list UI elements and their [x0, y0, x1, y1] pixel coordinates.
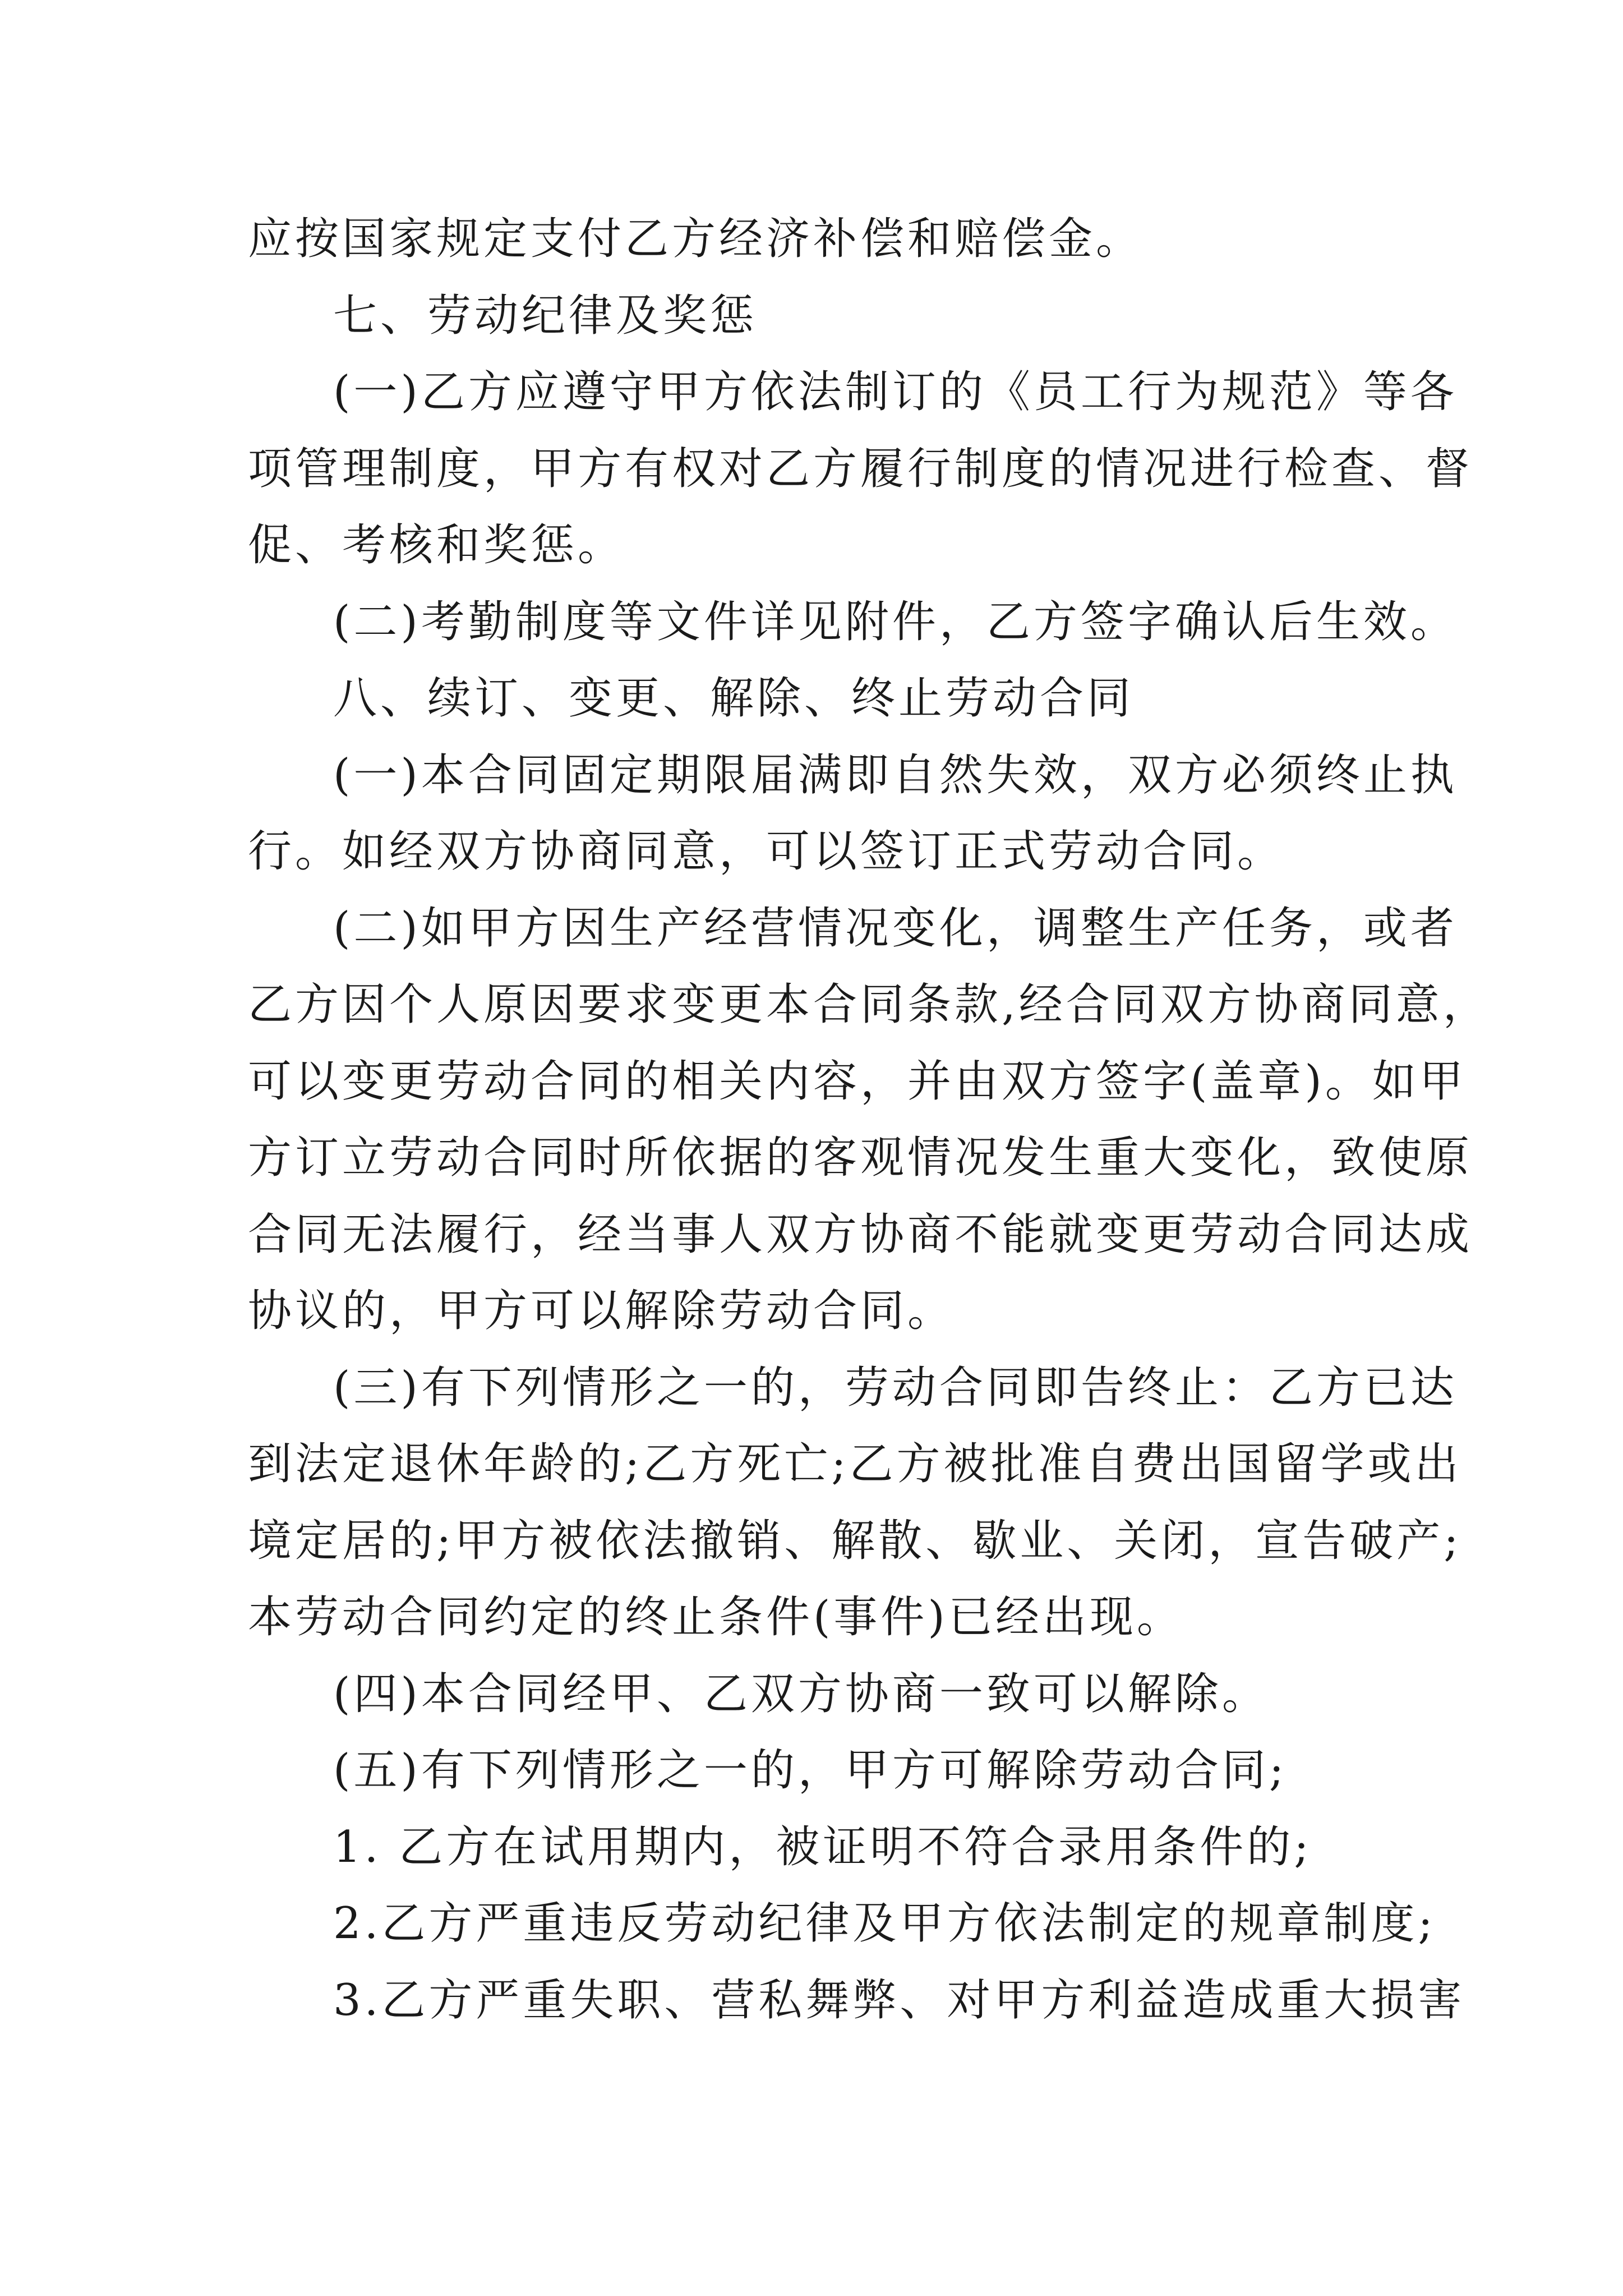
text-line: 应按国家规定支付乙方经济补偿和赔偿金。	[248, 214, 1144, 264]
text-line: (四)本合同经甲、乙双方协商一致可以解除。	[333, 1668, 1269, 1719]
text-line: 协议的，甲方可以解除劳动合同。	[248, 1286, 955, 1336]
text-line: (一)本合同固定期限届满即自然失效，双方必须终止执	[333, 749, 1458, 800]
text-line: 可以变更劳动合同的相关内容，并由双方签字(盖章)。如甲	[248, 1056, 1467, 1107]
text-line: 乙方因个人原因要求变更本合同条款,经合同双方协商同意，	[248, 979, 1490, 1030]
list-item: 2.乙方严重违反劳动纪律及甲方依法制定的规章制度;	[333, 1898, 1436, 1949]
text-line: 行。如经双方协商同意，可以签订正式劳动合同。	[248, 826, 1285, 877]
text-line: (五)有下列情形之一的，甲方可解除劳动合同;	[333, 1745, 1288, 1796]
text-line: 到法定退休年龄的;乙方死亡;乙方被批准自费出国留学或出	[248, 1439, 1462, 1489]
text-line: (三)有下列情形之一的，劳动合同即告终止：乙方已达	[333, 1362, 1458, 1413]
document-body	[248, 201, 1490, 2039]
list-item: 1. 乙方在试用期内，被证明不符合录用条件的;	[333, 1821, 1312, 1872]
text-line: (一)乙方应遵守甲方依法制订的《员工行为规范》等各	[333, 367, 1458, 417]
text-line: (二)考勤制度等文件详见附件，乙方签字确认后生效。	[333, 596, 1458, 647]
text-line: 方订立劳动合同时所依据的客观情况发生重大变化，致使原	[248, 1133, 1473, 1183]
list-item: 3.乙方严重失职、营私舞弊、对甲方利益造成重大损害	[333, 1975, 1465, 2026]
text-line: 促、考核和奖惩。	[248, 520, 625, 570]
text-line: 项管理制度，甲方有权对乙方履行制度的情况进行检查、督	[248, 443, 1473, 494]
text-line: 境定居的;甲方被依法撤销、解散、歇业、关闭，宣告破产;	[248, 1515, 1462, 1566]
text-line: 本劳动合同约定的终止条件(事件)已经出现。	[248, 1592, 1184, 1642]
section-heading-7: 七、劳动纪律及奖惩	[333, 290, 758, 341]
text-line: 合同无法履行，经当事人双方协商不能就变更劳动合同达成	[248, 1209, 1473, 1260]
section-heading-8: 八、续订、变更、解除、终止劳动合同	[333, 673, 1135, 724]
text-line: (二)如甲方因生产经营情况变化，调整生产任务，或者	[333, 903, 1458, 954]
